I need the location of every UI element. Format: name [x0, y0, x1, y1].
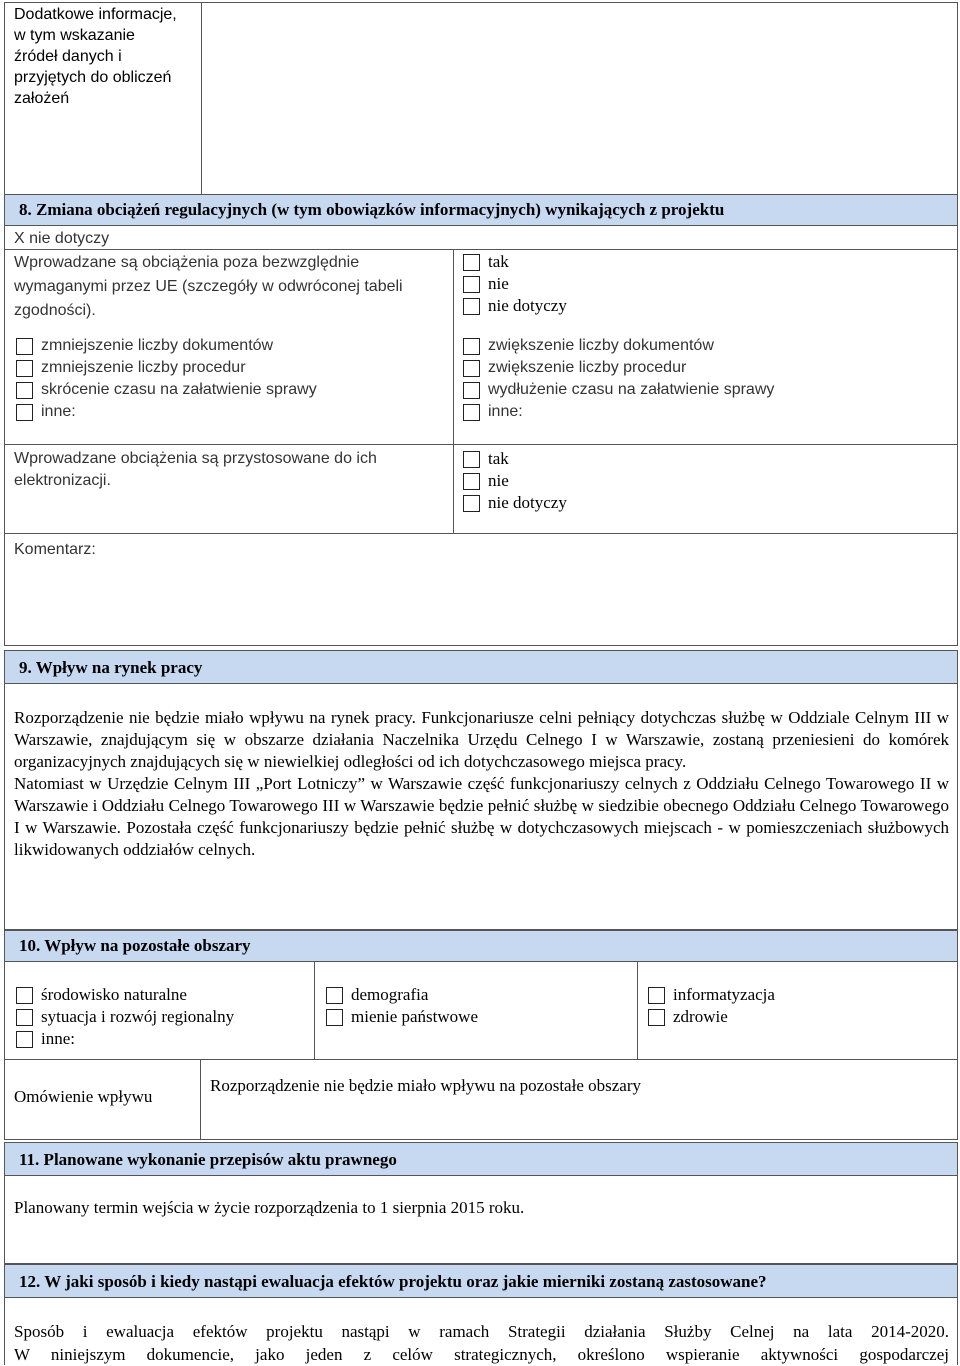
section-8-title: 8. Zmiana obciążeń regulacyjnych (w tym obowiązków informacyjnych) wynikających z projektu	[19, 200, 725, 219]
checkbox-icon[interactable]	[16, 338, 33, 355]
section-12-line-1: Sposób i ewaluacja efektów projektu nastąpi w ramach Strategii działania Służby Celnej na lata 2014-2020.	[14, 1322, 949, 1341]
checkbox-icon[interactable]	[648, 987, 665, 1004]
area-environment[interactable]: środowisko naturalne	[16, 984, 234, 1006]
q1-text: Wprowadzane są obciążenia poza bezwzględnie wymaganymi przez UE (szczegóły w odwróconej tabeli zgodności).	[14, 254, 403, 319]
option-fewer-documents[interactable]: zmniejszenie liczby dokumentów	[16, 335, 317, 357]
section-8-not-applicable: X nie dotyczy	[14, 230, 110, 247]
option-more-documents[interactable]: zwiększenie liczby dokumentów	[463, 335, 774, 357]
checkbox-icon[interactable]	[463, 495, 480, 512]
section-9-text	[14, 707, 949, 861]
checkbox-icon[interactable]	[463, 254, 480, 271]
q2-text: Wprowadzane obciążenia są przystosowane do ich elektronizacji.	[14, 450, 377, 489]
checkbox-icon[interactable]	[16, 382, 33, 399]
areas-col-2	[326, 984, 478, 1028]
option-other-left[interactable]: inne:	[16, 401, 317, 423]
section-10-header	[4, 930, 958, 962]
impact-label: Omówienie wpływu	[14, 1087, 153, 1106]
checkbox-icon[interactable]	[16, 987, 33, 1004]
increase-options	[463, 335, 774, 423]
area-regional[interactable]: sytuacja i rozwój regionalny	[16, 1006, 234, 1028]
checkbox-icon[interactable]	[463, 473, 480, 490]
section-10-col-divider-2	[637, 962, 638, 1060]
checkbox-icon[interactable]	[463, 451, 480, 468]
section-12-line-2: W niniejszym dokumencie, jako jeden z celów strategicznych, określono wspieranie aktywności gospodarczej	[14, 1345, 949, 1364]
section-8-header	[4, 194, 958, 226]
section-12-title: 12. W jaki sposób i kiedy nastąpi ewaluacja efektów projektu oraz jakie mierniki zostaną zastosowane?	[19, 1272, 767, 1291]
checkbox-icon[interactable]	[648, 1009, 665, 1026]
option-shorter-time[interactable]: skrócenie czasu na załatwienie sprawy	[16, 379, 317, 401]
section-10-col-divider-1	[314, 962, 315, 1060]
option-other-right[interactable]: inne:	[463, 401, 774, 423]
checkbox-icon[interactable]	[326, 1009, 343, 1026]
additional-info-label: Dodatkowe informacje, w tym wskazanie źródeł danych i przyjętych do obliczeń założeń	[14, 6, 177, 107]
section-9-paragraph-2: Natomiast w Urzędzie Celnym III „Port Lotniczy” w Warszawie część funkcjonariuszy celnych z Oddziału Celnego Towarowego II w Warszawie i Oddziału Celnego Towarowego III w Warszawie będzie pełnić służbę w siedzibie obecnego Oddziału Celnego Towarowego I w Warszawie. Pozostała część funkcjonariuszy będzie pełnić służbę w dotychczasowych miejscach - w pomieszczeniach służbowych likwidowanych oddziałów celnych.	[14, 774, 949, 859]
area-other[interactable]: inne:	[16, 1028, 234, 1050]
area-health[interactable]: zdrowie	[648, 1006, 775, 1028]
section-12-header	[4, 1264, 958, 1298]
checkbox-icon[interactable]	[463, 298, 480, 315]
impact-row-divider	[200, 1060, 201, 1140]
section-8-na-divider	[5, 226, 957, 250]
section-12-text	[14, 1320, 949, 1366]
area-informatization[interactable]: informatyzacja	[648, 984, 775, 1006]
area-demography[interactable]: demografia	[326, 984, 478, 1006]
section-11-body	[4, 1176, 958, 1264]
q2-option-na[interactable]: nie dotyczy	[463, 492, 567, 514]
q1-options	[463, 251, 567, 317]
q1-option-na[interactable]: nie dotyczy	[463, 295, 567, 317]
section-9-paragraph-1: Rozporządzenie nie będzie miało wpływu na rynek pracy. Funkcjonariusze celni pełniący dotychczas służbę w Oddziale Celnym III w Warszawie, znajdującym się w obszarze działania Naczelnika Urzędu Celnego I w Warszawie, zostaną przeniesieni do komórek organizacyjnych znajdujących się w niewielkiej odległości od ich dotychczasowego miejsca pracy.	[14, 708, 949, 771]
comment-label: Komentarz:	[14, 541, 96, 558]
section-9-title: 9. Wpływ na rynek pracy	[19, 658, 203, 677]
q2-option-yes[interactable]: tak	[463, 448, 567, 470]
checkbox-icon[interactable]	[463, 382, 480, 399]
impact-text: Rozporządzenie nie będzie miało wpływu na pozostałe obszary	[210, 1076, 641, 1095]
option-more-procedures[interactable]: zwiększenie liczby procedur	[463, 357, 774, 379]
checkbox-icon[interactable]	[326, 987, 343, 1004]
checkbox-icon[interactable]	[16, 360, 33, 377]
checkbox-icon[interactable]	[463, 360, 480, 377]
checkbox-icon[interactable]	[463, 276, 480, 293]
section-11-header	[4, 1142, 958, 1176]
checkbox-icon[interactable]	[463, 338, 480, 355]
areas-col-1	[16, 984, 234, 1050]
area-state-property[interactable]: mienie państwowe	[326, 1006, 478, 1028]
section-9-header	[4, 650, 958, 684]
section-10-title: 10. Wpływ na pozostałe obszary	[19, 936, 251, 955]
q1-option-yes[interactable]: tak	[463, 251, 567, 273]
checkbox-icon[interactable]	[16, 1009, 33, 1026]
q2-options	[463, 448, 567, 514]
areas-col-3	[648, 984, 775, 1028]
checkbox-icon[interactable]	[16, 404, 33, 421]
checkbox-icon[interactable]	[463, 404, 480, 421]
checkbox-icon[interactable]	[16, 1031, 33, 1048]
q2-option-no[interactable]: nie	[463, 470, 567, 492]
decrease-options	[16, 335, 317, 423]
section-11-title: 11. Planowane wykonanie przepisów aktu prawnego	[19, 1150, 397, 1169]
section-11-text: Planowany termin wejścia w życie rozporządzenia to 1 sierpnia 2015 roku.	[14, 1198, 525, 1217]
option-longer-time[interactable]: wydłużenie czasu na załatwienie sprawy	[463, 379, 774, 401]
q1-option-no[interactable]: nie	[463, 273, 567, 295]
option-fewer-procedures[interactable]: zmniejszenie liczby procedur	[16, 357, 317, 379]
